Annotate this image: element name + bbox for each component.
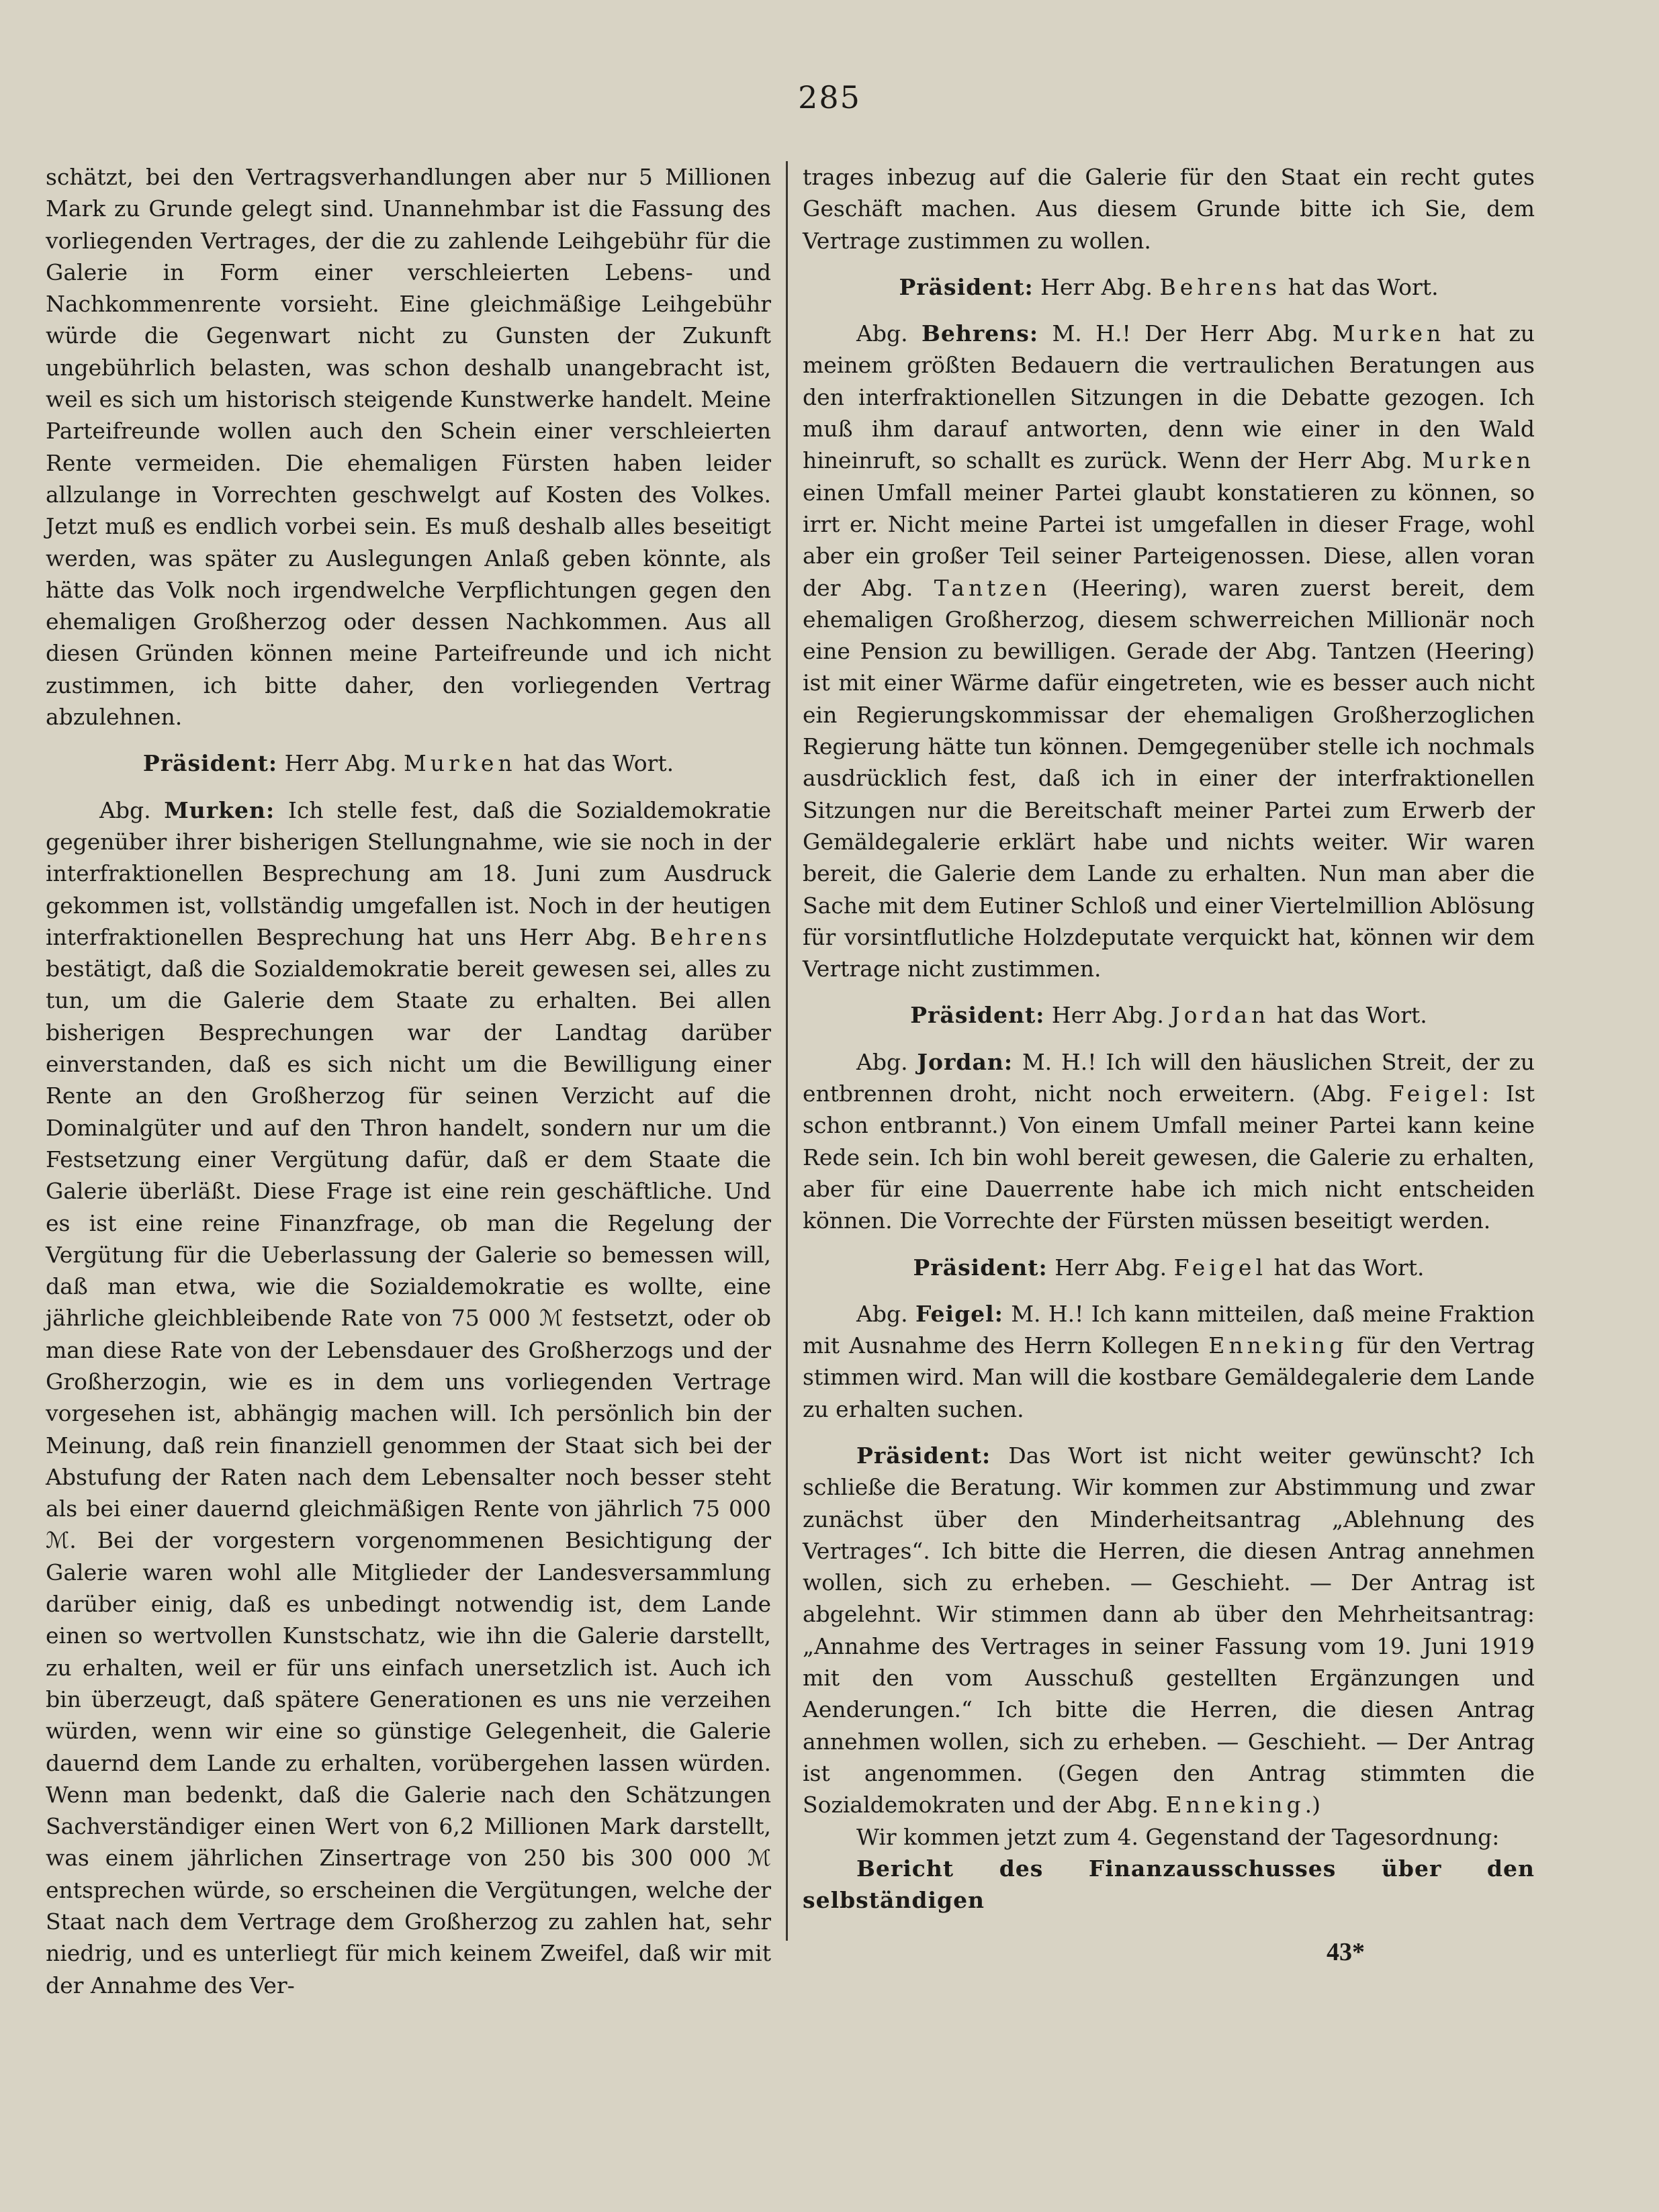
speaker-label: Präsident:	[142, 750, 278, 777]
speech-paragraph	[803, 318, 1535, 984]
paragraph: trages inbezug auf die Galerie für den Staat ein recht gutes Geschäft machen. Aus diesem Grunde bitte ich Sie, dem Vertrage zustimmen zu wollen.	[803, 164, 1535, 254]
speaker-label: Behrens:	[922, 320, 1039, 347]
text: hat zu meinem größten Bedauern die vertraulichen Beratungen aus den interfraktionellen Sitzungen in die Debatte gezogen. Ich muß ihm darauf antworten, denn wie einer in den Wald hineinruft, so schallt es zurück. Wenn der Herr Abg.	[803, 320, 1535, 474]
speaker-name: Murken	[1332, 320, 1445, 347]
speaker-name: Tantzen	[934, 574, 1051, 601]
speech-paragraph	[803, 1298, 1535, 1425]
text: Das Wort ist nicht weiter gewünscht? Ich schließe die Beratung. Wir kommen zur Abstimmung und zwar zunächst über den Minderheitsantrag „Ablehnung des Vertrages“. Ich bitte die Herren, die diesen Antrag annehmen wollen, sich zu erheben. — Geschieht. — Der Antrag ist abgelehnt. Wir stimmen dann ab über den Mehrheitsantrag: „Annahme des Vertrages in seiner Fassung vom 19. Juni 1919 mit den vom Ausschuß gestellten Ergänzungen und Aenderungen.“ Ich bitte die Herren, die diesen Antrag annehmen wollen, sich zu erheben. — Geschieht. — Der Antrag ist angenommen. (Gegen den Antrag stimmten die Sozialdemokraten und der Abg.	[803, 1442, 1535, 1818]
text: Herr Abg.	[1051, 1002, 1164, 1029]
text: Herr Abg.	[284, 750, 397, 777]
text: Abg.	[856, 1048, 908, 1075]
speaker-name: Feigel	[1173, 1254, 1267, 1281]
speaker-name: Murken	[404, 750, 517, 777]
right-column	[803, 161, 1535, 1916]
speech-paragraph	[46, 794, 771, 2001]
text: für den Vertrag stimmen wird. Man will die kostbare Gemäldegalerie dem Lande zu erhalten suchen.	[803, 1332, 1535, 1422]
speaker-name: Enneking	[1208, 1332, 1348, 1359]
text: M. H.! Der Herr Abg.	[1052, 320, 1319, 347]
speaker-label: Feigel:	[915, 1300, 1003, 1327]
speaker-name: Behrens	[649, 923, 771, 950]
text: .)	[1304, 1792, 1320, 1818]
text: Abg.	[856, 1300, 908, 1327]
text: : Ist schon entbrannt.) Von einem Umfall meiner Partei kann keine Rede sein. Ich bin wohl bereit gewesen, die Galerie zu erhalten, aber für eine Dauerrente habe ich mich nicht entscheiden können. Die Vorrechte der Fürsten müssen beseitigt werden.	[803, 1080, 1535, 1234]
speaker-announcement	[46, 747, 771, 779]
speaker-announcement	[803, 271, 1535, 303]
speaker-name: Enneking	[1165, 1792, 1305, 1818]
text: bestätigt, daß die Sozialdemokratie bereit gewesen sei, alles zu tun, um die Galerie dem Staate zu erhalten. Bei allen bisherigen Besprechungen war der Landtag darüber einverstanden, daß es sich nicht um die Bewilligung einer Rente an den Großherzog für seinen Verzicht auf die Dominalgüter und auf den Thron handelt, sondern nur um die Festsetzung einer Vergütung dafür, daß er dem Staate die Galerie überläßt. Diese Frage ist eine rein geschäftliche. Und es ist eine reine Finanzfrage, ob man die Regelung der Vergütung für die Ueberlassung der Galerie so bemessen will, daß man etwa, wie die Sozialdemokratie es wollte, eine jährliche gleichbleibende Rate von 75 000 ℳ festsetzt, oder ob man diese Rate von der Lebensdauer des Großherzogs und der Großherzogin, wie es in dem uns vorliegenden Vertrage vorgesehen ist, abhängig machen will. Ich persönlich bin der Meinung, daß rein finanziell genommen der Staat sich bei der Abstufung der Raten nach dem Lebensalter noch besser steht als bei einer dauernd gleichmäßigen Rente von jährlich 75 000 ℳ. Bei der vorgestern vorgenommenen Besichtigung der Galerie waren wohl alle Mitglieder der Landesversammlung darüber einig, daß es unbedingt notwendig ist, dem Lande einen so wertvollen Kunstschatz, wie ihn die Galerie darstellt, zu erhalten, weil er für uns einfach unersetzlich ist. Auch ich bin überzeugt, daß spätere Generationen es uns nie verzeihen würden, wenn wir eine so günstige Gelegenheit, die Galerie dauernd dem Lande zu erhalten, vorübergehen lassen würden. Wenn man bedenkt, daß die Galerie nach den Schätzungen Sachverständiger einen Wert von 6,2 Millionen Mark darstellt, was einem jährlichen Zinsertrage von 250 bis 300 000 ℳ entsprechen würde, so erscheinen die Vergütungen, welche der Staat nach dem Vertrage dem Großherzog zu zahlen hat, sehr niedrig, und es unterliegt für mich keinem Zweifel, daß wir mit der Annahme des Ver-	[46, 956, 771, 1998]
text: Herr Abg.	[1040, 273, 1153, 300]
paragraph: schätzt, bei den Vertragsverhandlungen aber nur 5 Millionen Mark zu Grunde gelegt sind. Unannehmbar ist die Fassung des vorliegenden Vertrages, der die zu zahlende Leihgebühr für die Galerie in Form einer verschleierten Lebens- und Nachkommenrente vorsieht. Eine gleichmäßige Leihgebühr würde die Gegenwart nicht zu Gunsten der Zukunft ungebührlich belasten, was schon deshalb unangebracht ist, weil es sich um historisch steigende Kunstwerke handelt. Meine Parteifreunde wollen auch den Schein einer verschleierten Rente vermeiden. Die ehemaligen Fürsten haben leider allzulange in Vorrechten geschwelgt auf Kosten des Volkes. Jetzt muß es endlich vorbei sein. Es muß deshalb alles beseitigt werden, was später zu Auslegungen Anlaß geben könnte, als hätte das Volk noch irgendwelche Verpflichtungen gegen den ehemaligen Großherzog oder dessen Nachkommen. Aus all diesen Gründen können meine Parteifreunde und ich nicht zustimmen, ich bitte daher, den vorliegenden Vertrag abzulehnen.	[46, 164, 771, 731]
text: hat das Wort.	[1276, 1002, 1427, 1029]
left-column	[46, 161, 771, 2001]
text: M. H.! Ich kann mitteilen, daß meine Fraktion mit Ausnahme des Herrn Kollegen	[803, 1300, 1535, 1359]
speaker-label: Präsident:	[910, 1002, 1045, 1029]
agenda-heading: Bericht des Finanzausschusses über den selbständigen	[803, 1855, 1535, 1914]
text: hat das Wort.	[1288, 273, 1439, 300]
text: hat das Wort.	[1273, 1254, 1425, 1281]
signature-mark: 43*	[1327, 1938, 1365, 1966]
speaker-name: Murken	[1422, 447, 1535, 474]
speaker-label: Murken:	[164, 796, 275, 823]
text: hat das Wort.	[523, 750, 674, 777]
speaker-announcement	[803, 1252, 1535, 1283]
paragraph: Wir kommen jetzt zum 4. Gegenstand der Tagesordnung:	[856, 1823, 1500, 1850]
page-number: 285	[798, 79, 861, 116]
speaker-name: Behrens	[1159, 273, 1282, 300]
speaker-announcement	[803, 999, 1535, 1031]
text: Herr Abg.	[1055, 1254, 1167, 1281]
speaker-label: Jordan:	[917, 1048, 1014, 1075]
speaker-label: Präsident:	[899, 273, 1034, 300]
text: M. H.! Ich will den häuslichen Streit, der zu entbrennen droht, nicht noch erweitern. (Abg.	[803, 1048, 1535, 1107]
text: Abg.	[99, 796, 151, 823]
speaker-label: Präsident:	[856, 1442, 991, 1469]
speech-paragraph	[803, 1440, 1535, 1821]
speech-paragraph	[803, 1046, 1535, 1237]
text: Ich stelle fest, daß die Sozialdemokratie gegenüber ihrer bisherigen Stellungnahme, wie sie noch in der interfraktionellen Besprechung am 18. Juni zum Ausdruck gekommen ist, vollständig umgefallen ist. Noch in der heutigen interfraktionellen Besprechung hat uns Herr Abg.	[46, 796, 771, 950]
column-divider	[786, 161, 788, 1941]
speaker-label: Präsident:	[913, 1254, 1048, 1281]
text: einen Umfall meiner Partei glaubt konstatieren zu können, so irrt er. Nicht meine Partei ist umgefallen in dieser Frage, wohl aber ein großer Teil seiner Parteigenossen. Diese, allen voran der Abg.	[803, 479, 1535, 601]
speaker-name: Jordan	[1171, 1002, 1270, 1029]
text: (Heering), waren zuerst bereit, dem ehemaligen Großherzog, diesem schwerreichen Millionär noch eine Pension zu bewilligen. Gerade der Abg. Tantzen (Heering) ist mit einer Wärme dafür eingetreten, wie es besser auch nicht ein Regierungskommissar der ehemaligen Großherzoglichen Regierung hätte tun können. Demgegenüber stelle ich nochmals ausdrücklich fest, daß ich in einer der interfraktionellen Sitzungen nur die Bereitschaft meiner Partei zum Erwerb der Gemäldegalerie erklärt habe und nichts weiter. Wir waren bereit, die Galerie dem Lande zu erhalten. Nun man aber die Sache mit dem Eutiner Schloß und einer Viertelmillion Ablösung für vorsintflutliche Holzdeputate verquickt hat, können wir dem Vertrage nicht zustimmen.	[803, 574, 1535, 982]
speaker-name: Feigel	[1388, 1080, 1482, 1107]
text: Abg.	[856, 320, 908, 347]
